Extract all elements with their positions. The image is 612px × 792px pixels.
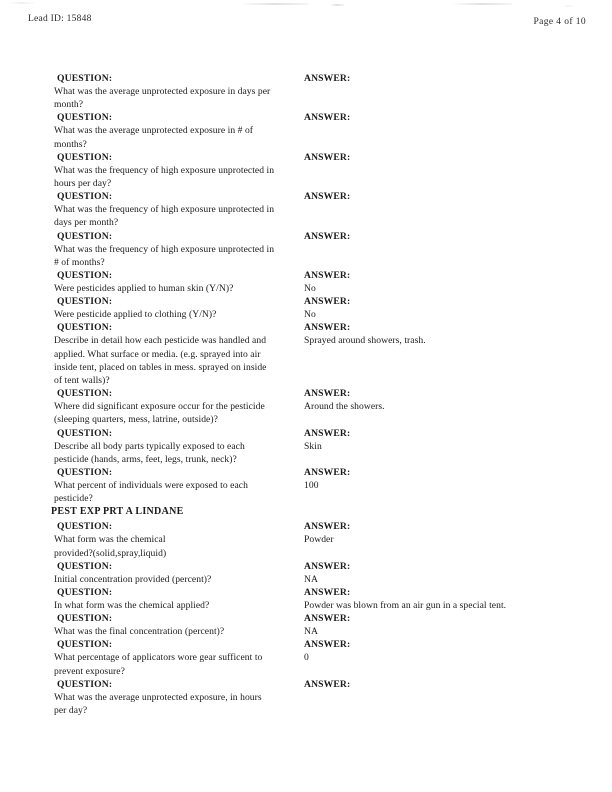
answer-label: ANSWER: bbox=[304, 427, 351, 439]
question-text-line: Initial concentration provided (percent)? bbox=[54, 573, 212, 585]
question-label: QUESTION: bbox=[57, 151, 113, 163]
question-cell bbox=[54, 269, 294, 295]
answer-label: ANSWER: bbox=[304, 112, 351, 124]
question-cell bbox=[54, 612, 294, 638]
answer-text-line: NA bbox=[304, 626, 318, 638]
answer-cell bbox=[304, 321, 594, 347]
answer-text-line: No bbox=[304, 309, 316, 321]
answer-label: ANSWER: bbox=[304, 560, 351, 572]
question-text-line: month? bbox=[54, 99, 84, 111]
scan-artifact bbox=[240, 3, 308, 5]
question-cell bbox=[54, 321, 294, 387]
question-text-line: What was the average unprotected exposure, in hours bbox=[54, 691, 262, 703]
answer-cell bbox=[304, 586, 594, 612]
answer-cell bbox=[304, 230, 594, 243]
question-text-line: Describe in detail how each pesticide was handled and bbox=[54, 335, 267, 347]
answer-label: ANSWER: bbox=[304, 388, 351, 400]
answer-cell bbox=[304, 387, 594, 413]
answer-text-line: NA bbox=[304, 573, 318, 585]
answer-label: ANSWER: bbox=[304, 151, 351, 163]
answer-cell bbox=[304, 72, 594, 85]
answer-cell bbox=[304, 269, 594, 295]
answer-cell bbox=[304, 638, 594, 664]
answer-label: ANSWER: bbox=[304, 230, 351, 242]
question-label: QUESTION: bbox=[57, 230, 113, 242]
question-text-line: In what form was the chemical applied? bbox=[54, 600, 210, 611]
answer-label: ANSWER: bbox=[304, 322, 351, 334]
question-cell bbox=[54, 466, 294, 505]
question-text-line: hours per day? bbox=[54, 178, 112, 189]
answer-label: ANSWER: bbox=[304, 613, 351, 625]
answer-label: ANSWER: bbox=[304, 270, 351, 281]
answer-cell bbox=[304, 151, 594, 164]
question-text-line: pesticide (hands, arms, feet, legs, trunk, neck)? bbox=[54, 453, 237, 465]
scan-artifact bbox=[330, 4, 344, 6]
question-cell bbox=[54, 638, 294, 677]
question-text-line: Where did significant exposure occur for the pesticide bbox=[54, 401, 265, 413]
question-text-line: # of months? bbox=[54, 256, 105, 268]
question-label: QUESTION: bbox=[57, 639, 113, 651]
scan-artifact bbox=[563, 5, 573, 7]
question-text-line: months? bbox=[54, 138, 87, 150]
page-header bbox=[0, 14, 612, 30]
answer-label: ANSWER: bbox=[304, 639, 351, 651]
answer-label: ANSWER: bbox=[304, 296, 351, 308]
answer-label: ANSWER: bbox=[304, 521, 351, 533]
answer-text-line: Powder bbox=[304, 534, 334, 546]
question-label: QUESTION: bbox=[57, 467, 113, 478]
answer-label: ANSWER: bbox=[304, 191, 351, 203]
question-cell bbox=[54, 295, 294, 321]
answer-label: ANSWER: bbox=[304, 467, 351, 478]
question-text-line: What was the average unprotected exposure in # of bbox=[54, 125, 254, 137]
question-label: QUESTION: bbox=[57, 388, 113, 400]
question-text-line: applied. What surface or media. (e.g. sprayed into air bbox=[54, 348, 261, 360]
answer-text-line: 100 bbox=[304, 480, 319, 491]
question-text-line: inside tent, placed on tables in mess. sprayed on inside bbox=[54, 361, 267, 373]
question-text-line: What form was the chemical bbox=[54, 534, 166, 546]
question-text-line: Describe all body parts typically exposed to each bbox=[54, 440, 245, 452]
page-number: Page 4 of 10 bbox=[533, 17, 586, 27]
question-text-line: of tent walls)? bbox=[54, 375, 110, 386]
question-cell bbox=[54, 111, 294, 150]
lead-id: Lead ID: 15848 bbox=[28, 14, 92, 24]
question-text-line: provided?(solid,spray,liquid) bbox=[54, 547, 167, 559]
question-cell bbox=[54, 387, 294, 426]
question-text-line: What was the average unprotected exposure in days per bbox=[54, 86, 271, 97]
answer-text-line: Around the showers. bbox=[304, 401, 385, 413]
question-cell bbox=[54, 151, 294, 190]
question-cell bbox=[54, 427, 294, 466]
answer-cell bbox=[304, 466, 594, 492]
question-label: QUESTION: bbox=[57, 73, 113, 84]
question-cell bbox=[54, 190, 294, 229]
question-label: QUESTION: bbox=[57, 191, 113, 203]
question-label: QUESTION: bbox=[57, 613, 113, 625]
answer-cell bbox=[304, 295, 594, 321]
question-cell bbox=[54, 560, 294, 586]
question-text-line: What was the final concentration (percent)? bbox=[54, 626, 225, 638]
question-text-line: per day? bbox=[54, 705, 88, 716]
answer-cell bbox=[304, 612, 594, 638]
answer-cell bbox=[304, 190, 594, 203]
question-cell bbox=[54, 520, 294, 559]
question-text-line: What was the frequency of high exposure unprotected in bbox=[54, 164, 275, 176]
question-text-line: prevent exposure? bbox=[54, 665, 125, 677]
question-text-line: Were pesticides applied to human skin (Y/N)? bbox=[54, 283, 234, 294]
question-cell bbox=[54, 678, 294, 717]
answer-cell bbox=[304, 678, 594, 691]
question-text-line: days per month? bbox=[54, 217, 119, 229]
question-label: QUESTION: bbox=[57, 678, 113, 690]
scan-artifact bbox=[8, 2, 34, 4]
answer-cell bbox=[304, 111, 594, 124]
answer-label: ANSWER: bbox=[304, 587, 351, 598]
question-text-line: pesticide? bbox=[54, 493, 93, 505]
answer-cell bbox=[304, 560, 594, 586]
question-label: QUESTION: bbox=[57, 270, 113, 281]
question-label: QUESTION: bbox=[57, 587, 113, 598]
question-text-line: What was the frequency of high exposure unprotected in bbox=[54, 204, 275, 216]
answer-text-line: No bbox=[304, 283, 316, 294]
question-label: QUESTION: bbox=[57, 322, 113, 334]
question-label: QUESTION: bbox=[57, 560, 113, 572]
answer-label: ANSWER: bbox=[304, 678, 351, 690]
question-text-line: (sleeping quarters, mess, latrine, outside)? bbox=[54, 414, 218, 426]
question-cell bbox=[54, 586, 294, 612]
answer-cell bbox=[304, 427, 594, 453]
question-label: QUESTION: bbox=[57, 112, 113, 124]
question-cell bbox=[54, 72, 294, 111]
answer-cell bbox=[304, 520, 594, 546]
answer-label: ANSWER: bbox=[304, 73, 351, 84]
question-text-line: What percent of individuals were exposed to each bbox=[54, 480, 248, 491]
answer-text-line: Sprayed around showers, trash. bbox=[304, 335, 426, 347]
answer-text-line: 0 bbox=[304, 652, 309, 664]
section-heading: PEST EXP PRT A LINDANE bbox=[51, 506, 184, 518]
answer-text-line: Skin bbox=[304, 440, 322, 452]
question-label: QUESTION: bbox=[57, 296, 113, 308]
question-text-line: What was the frequency of high exposure unprotected in bbox=[54, 243, 275, 255]
question-text-line: What percentage of applicators wore gear sufficent to bbox=[54, 652, 263, 664]
answer-text-line: Powder was blown from an air gun in a special tent. bbox=[304, 600, 507, 611]
question-label: QUESTION: bbox=[57, 521, 113, 533]
question-cell bbox=[54, 230, 294, 269]
question-text-line: Were pesticide applied to clothing (Y/N)? bbox=[54, 309, 217, 321]
scan-artifact bbox=[452, 3, 512, 5]
question-label: QUESTION: bbox=[57, 427, 113, 439]
